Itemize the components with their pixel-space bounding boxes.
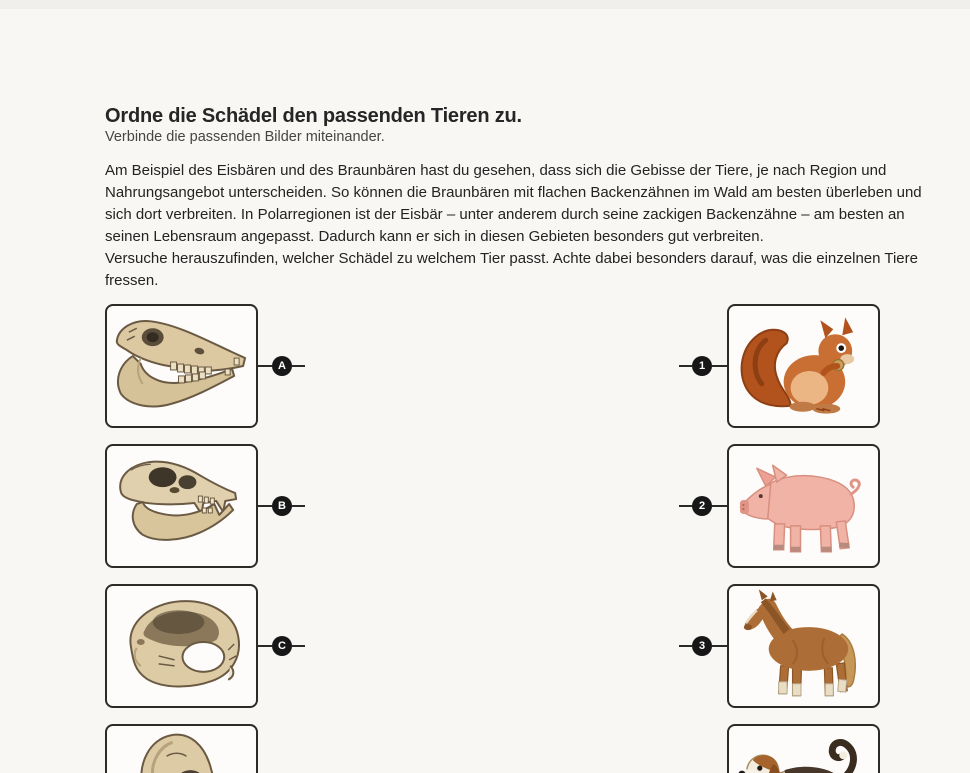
connector-dot-b[interactable]: B xyxy=(272,496,292,516)
connector-stub xyxy=(679,645,692,647)
connector-stub xyxy=(292,505,305,507)
connector-dot-a[interactable]: A xyxy=(272,356,292,376)
skull-card-b[interactable] xyxy=(105,444,258,568)
animal-card-2[interactable] xyxy=(727,444,880,568)
connector-line xyxy=(712,365,727,367)
horse-skull-image xyxy=(107,306,256,426)
page-title: Ordne die Schädel den passenden Tieren zu. xyxy=(105,105,522,128)
connector-skull-c xyxy=(257,636,305,656)
connector-line xyxy=(712,645,727,647)
connector-dot-1[interactable]: 1 xyxy=(692,356,712,376)
top-edge-band xyxy=(0,0,970,9)
pig-image xyxy=(729,446,878,566)
skull-card-d[interactable] xyxy=(105,724,258,773)
red-squirrel-image xyxy=(729,306,878,426)
connector-line xyxy=(712,505,727,507)
connector-stub xyxy=(292,365,305,367)
rodent-skull-image xyxy=(107,586,256,706)
connector-stub xyxy=(292,645,305,647)
carnivore-skull-image xyxy=(107,446,256,566)
connector-dot-2[interactable]: 2 xyxy=(692,496,712,516)
beagle-dog-image xyxy=(729,726,878,773)
animal-card-3[interactable] xyxy=(727,584,880,708)
horse-image xyxy=(729,586,878,706)
connector-animal-3 xyxy=(679,636,727,656)
animal-card-1[interactable] xyxy=(727,304,880,428)
connector-line xyxy=(257,365,272,367)
page-subtitle: Verbinde die passenden Bilder miteinander. xyxy=(105,129,385,145)
skull-card-c[interactable] xyxy=(105,584,258,708)
connector-dot-3[interactable]: 3 xyxy=(692,636,712,656)
connector-line xyxy=(257,645,272,647)
connector-animal-2 xyxy=(679,496,727,516)
connector-skull-b xyxy=(257,496,305,516)
connector-line xyxy=(257,505,272,507)
partially-visible-skull-image xyxy=(107,726,256,773)
connector-stub xyxy=(679,505,692,507)
intro-text: Am Beispiel des Eisbären und des Braunbären hast du gesehen, dass sich die Gebisse der Tiere, je nach Region und Nahrungsangebot unterscheiden. So können die Braunbären mit flachen Backenzähnen im Wald am besten überleben und sich dort verbreiten. In Polarregionen ist der Eisbär – unter anderem durch seine zackigen Backenzähne – am besten an seinen Lebensraum angepasst. Dadurch kann er sich in diesen Gebieten besonders gut verbreiten. Versuche herauszufinden, welcher Schädel zu welchem Tier passt. Achte dabei besonders darauf, was die einzelnen Tiere fressen. xyxy=(105,162,922,289)
animal-card-4[interactable] xyxy=(727,724,880,773)
connector-skull-a xyxy=(257,356,305,376)
skull-card-a[interactable] xyxy=(105,304,258,428)
connector-stub xyxy=(679,365,692,367)
connector-animal-1 xyxy=(679,356,727,376)
connector-dot-c[interactable]: C xyxy=(272,636,292,656)
